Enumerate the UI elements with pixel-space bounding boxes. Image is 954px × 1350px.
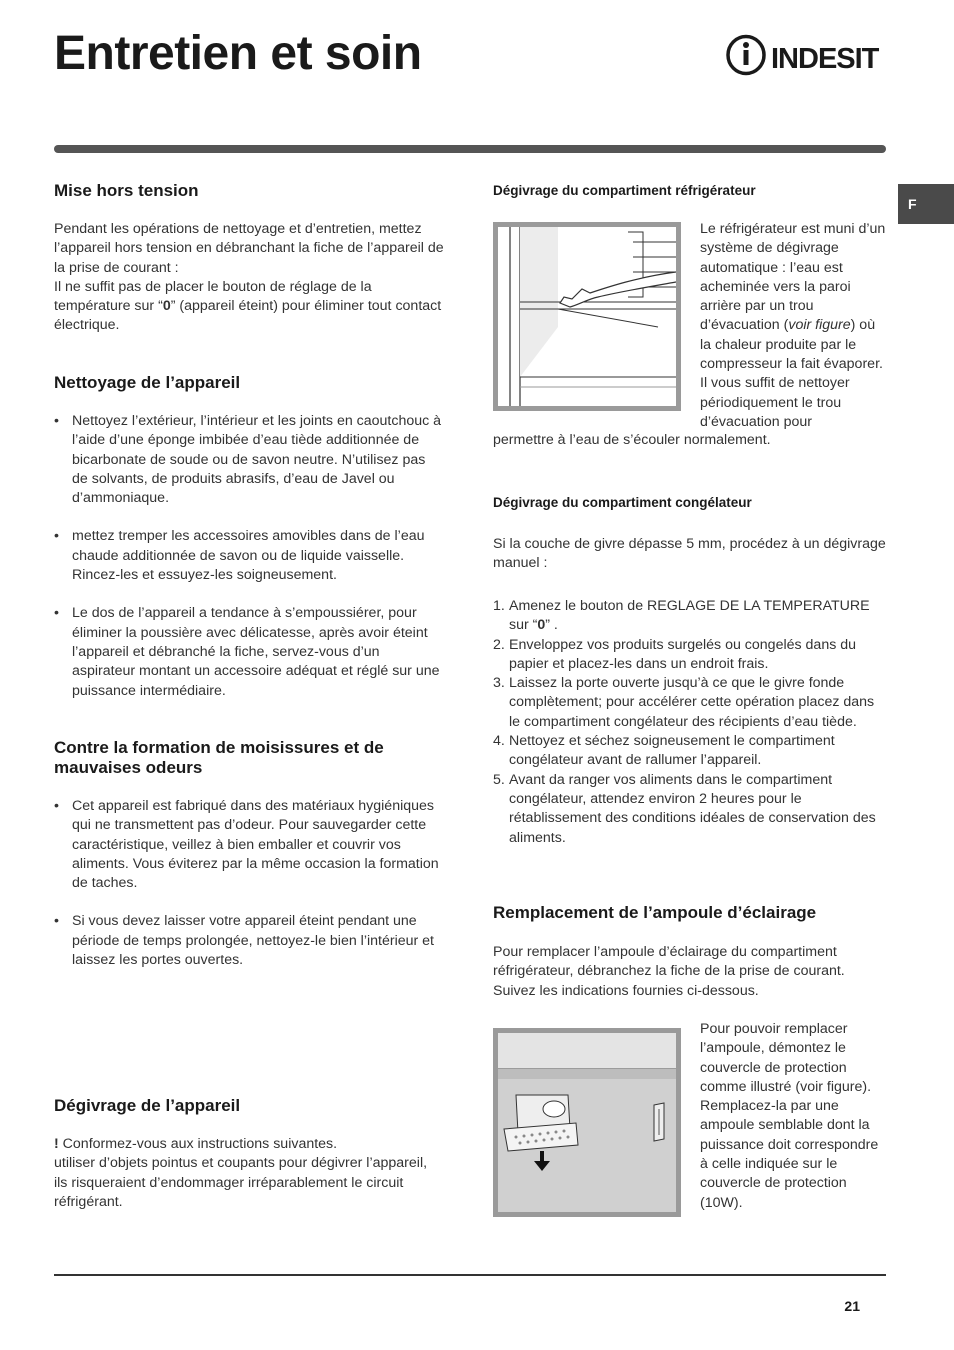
subsection-heading-congelateur: Dégivrage du compartiment congélateur: [493, 495, 752, 510]
paragraph: Pendant les opérations de nettoyage et d’entretien, mettez l’appareil hors tension en débranchant la fiche de l’appareil de la prise de courant :: [54, 221, 444, 276]
indesit-logo-icon: [724, 34, 886, 76]
defrost-continuation: permettre à l’eau de s’écouler normalement.: [493, 432, 771, 448]
degivrage-warning: [54, 1135, 444, 1212]
paragraph: Le réfrigérateur est muni d’un système de dégivrage automatique : l’eau est acheminée vers la paroi arrière par un trou d’évacuation (voir figure) où la chaleur produite par le compresseur la fait évaporer. Il vous suffit de nettoyer périodiquement le trou d’évacuation pour: [700, 221, 886, 430]
section-heading-moisissures: Contre la formation de moisissures et de mauvaises odeurs: [54, 738, 384, 777]
brand-logo: [724, 34, 886, 76]
language-tab-label: F: [908, 196, 917, 212]
list-item: 1. Amenez le bouton de REGLAGE DE LA TEMPERATURE sur “0” .: [493, 598, 870, 634]
congelateur-steps: [493, 597, 888, 848]
list-item: 5. Avant da ranger vos aliments dans le compartiment congélateur, attendez environ 2 heures pour le rétablissement des conditions idéales de conservation des aliments.: [493, 771, 876, 846]
warning-icon: !: [54, 1136, 59, 1152]
list-item: • Nettoyez l’extérieur, l’intérieur et les joints en caoutchouc à l’aide d’une éponge imbibée d’eau tiède additionnée de bicarbonate de soude ou de savon neutre. N’utilisez pas de solvants, de produits abrasifs, d’eau de Javel ou d’ammoniaque.: [54, 412, 444, 508]
section-heading-nettoyage: Nettoyage de l’appareil: [54, 373, 241, 392]
lamp-cover-illustration: [498, 1033, 676, 1212]
congelateur-intro: Si la couche de givre dépasse 5 mm, procédez à un dégivrage manuel :: [493, 536, 886, 572]
page-number: 21: [844, 1298, 860, 1314]
moisissures-list: [54, 797, 444, 970]
section-heading-mise-hors-tension: Mise hors tension: [54, 181, 199, 200]
header-rule: [54, 145, 886, 153]
subsection-heading-refrigerateur: Dégivrage du compartiment réfrigérateur: [493, 183, 756, 198]
section-heading-ampoule: Remplacement de l’ampoule d’éclairage: [493, 903, 817, 922]
list-item: • Si vous devez laisser votre appareil éteint pendant une période de temps prolongée, nettoyez-le bien l’intérieur et laissez les portes ouvertes.: [54, 912, 444, 970]
page-title: Entretien et soin: [54, 27, 422, 80]
section-heading-degivrage: Dégivrage de l’appareil: [54, 1096, 241, 1115]
mise-hors-tension-text: [54, 220, 444, 336]
lamp-figure: [493, 1028, 681, 1217]
defrost-figure: [493, 222, 681, 411]
nettoyage-list: [54, 412, 444, 701]
defrost-wrap-text: [700, 220, 890, 432]
footer-rule: [54, 1274, 886, 1276]
paragraph: Il ne suffit pas de placer le bouton de réglage de la température sur “0” (appareil éteint) pour éliminer tout contact électrique.: [54, 278, 442, 334]
ampoule-intro: Pour remplacer l’ampoule d’éclairage du compartiment réfrigérateur, débranchez la fiche de la prise de courant. Suivez les indications fournies ci-dessous.: [493, 944, 845, 999]
list-item: 3. Laissez la porte ouverte jusqu’à ce que le givre fonde complètement; pour accélérer cette opération placez dans le compartiment congélateur des récipients d’eau tiède.: [493, 675, 875, 730]
ampoule-wrap-text: Pour pouvoir remplacer l’ampoule, démontez le couvercle de protection comme illustré (voir figure). Remplacez-la par une ampoule semblable dont la puissance doit correspondre à celle indiquée sur le couvercle de protection (10W).: [700, 1021, 879, 1211]
paragraph: utiliser d’objets pointus et coupants pour dégivrer l’appareil, ils risqueraient d’endommager irréparablement le circuit réfrigérant.: [54, 1155, 428, 1210]
paragraph: ! Conformez-vous aux instructions suivantes.: [54, 1136, 338, 1152]
fridge-drain-illustration: [498, 227, 676, 406]
list-item: • Le dos de l’appareil a tendance à s’empoussiérer, pour éliminer la poussière avec délicatesse, après avoir éteint l’appareil et débranché la fiche, servez-vous d’un aspirateur montant un accessoire adéquat et réglé sur une puissance intermédiaire.: [54, 604, 444, 700]
list-item: • Cet appareil est fabriqué dans des matériaux hygiéniques qui ne transmettent pas d’odeur. Pour sauvegarder cette caractéristique, veillez à bien emballer et couvrir vos aliments. Vous éviterez par la même occasion la formation de taches.: [54, 797, 444, 893]
list-item: 4. Nettoyez et séchez soigneusement le compartiment congélateur avant de rallumer l’appareil.: [493, 733, 835, 769]
list-item: 2. Enveloppez vos produits surgelés ou congelés dans du papier et placez-les dans un endroit frais.: [493, 636, 857, 672]
brand-name: INDESIT: [771, 43, 879, 75]
list-item: • mettez tremper les accessoires amovibles dans de l’eau chaude additionnée de savon ou de liquide vaisselle. Rincez-les et essuyez-les soigneusement.: [54, 527, 444, 585]
language-tab: [898, 184, 954, 224]
